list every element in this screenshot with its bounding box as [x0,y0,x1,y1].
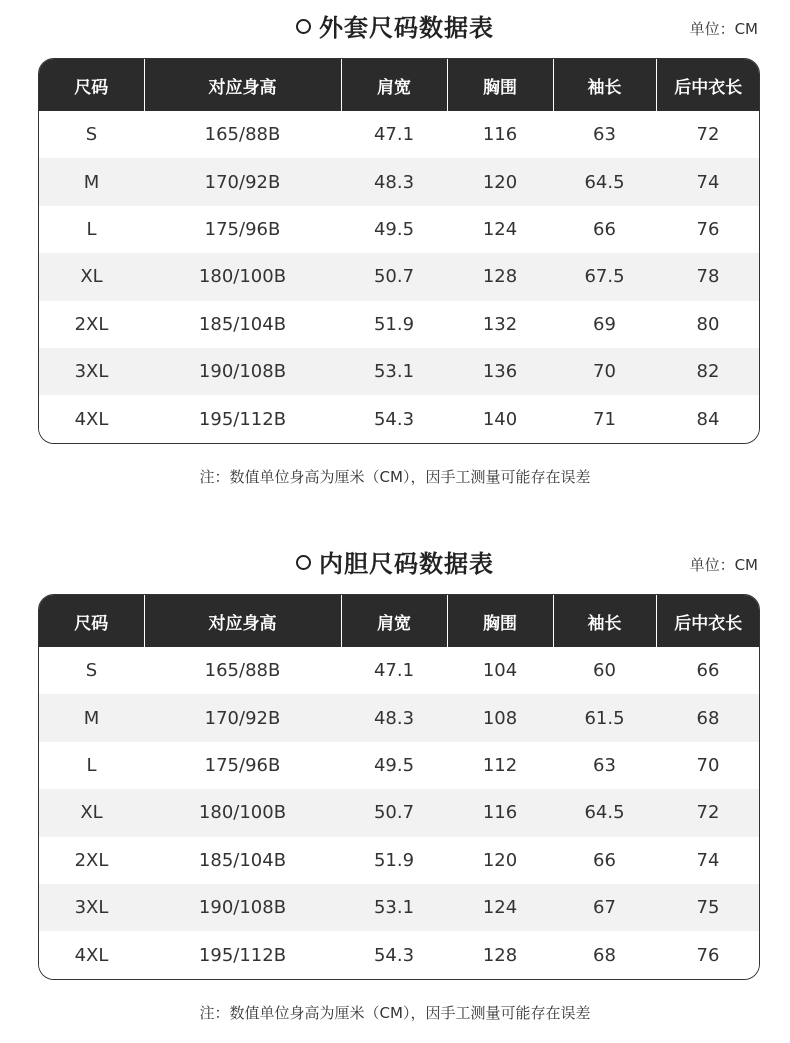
table-row [39,253,760,300]
cell-size: S [85,660,98,682]
cell-size: 3XL [74,361,109,383]
header-back-length: 后中衣长 [656,59,760,111]
cell-back-length: 82 [696,361,720,383]
table-row [39,348,760,395]
cell-height: 190/108B [198,897,287,919]
liner-size-section [0,536,790,1022]
cell-height: 170/92B [204,707,281,729]
cell-height: 175/96B [204,754,281,776]
table-header-row [39,595,760,647]
cell-size: 2XL [74,313,109,335]
cell-sleeve: 68 [593,944,616,966]
cell-chest: 120 [482,849,518,871]
cell-sleeve: 71 [593,408,616,430]
cell-back-length: 74 [696,171,720,193]
liner-title-text: 内胆尺码数据表 [319,550,494,578]
cell-shoulder: 49.5 [373,754,415,776]
cell-size: M [83,171,100,193]
cell-shoulder: 50.7 [373,802,415,824]
header-height: 对应身高 [144,59,341,111]
table-row [39,301,760,348]
cell-chest: 136 [482,361,518,383]
header-shoulder: 肩宽 [341,59,447,111]
table-row [39,158,760,205]
cell-height: 190/108B [198,361,287,383]
cell-chest: 116 [482,802,518,824]
cell-back-length: 68 [696,707,720,729]
cell-back-length: 80 [696,313,720,335]
jacket-title [0,8,790,43]
cell-shoulder: 53.1 [373,361,415,383]
table-row [39,742,760,789]
cell-shoulder: 47.1 [373,124,415,146]
cell-size: L [86,754,97,776]
cell-sleeve: 64.5 [584,802,625,824]
cell-chest: 104 [482,660,518,682]
table-row [39,395,760,442]
header-size: 尺码 [74,77,109,98]
cell-sleeve: 63 [593,124,616,146]
circle-bullet-icon [296,555,311,570]
table-row [39,931,760,978]
cell-sleeve: 67.5 [584,266,625,288]
cell-size: S [85,124,98,146]
table-row [39,884,760,931]
header-size: 尺码 [74,613,109,634]
cell-size: 4XL [74,944,109,966]
cell-height: 185/104B [198,849,287,871]
cell-back-length: 76 [696,944,720,966]
cell-back-length: 72 [696,802,720,824]
liner-title [0,544,790,579]
liner-title-row [0,536,790,586]
cell-shoulder: 51.9 [373,849,415,871]
cell-shoulder: 47.1 [373,660,415,682]
cell-shoulder: 48.3 [373,171,415,193]
cell-chest: 124 [482,897,518,919]
cell-chest: 140 [482,408,518,430]
cell-chest: 116 [482,124,518,146]
jacket-title-text: 外套尺码数据表 [319,14,494,42]
cell-back-length: 78 [696,266,720,288]
header-back-length: 后中衣长 [656,595,760,647]
cell-height: 185/104B [198,313,287,335]
cell-chest: 132 [482,313,518,335]
cell-chest: 120 [482,171,518,193]
cell-shoulder: 50.7 [373,266,415,288]
cell-back-length: 72 [696,124,720,146]
jacket-note: 注：数值单位身高为厘米（CM），因手工测量可能存在误差 [199,468,591,486]
cell-sleeve: 66 [593,218,616,240]
cell-chest: 128 [482,944,518,966]
cell-sleeve: 64.5 [584,171,625,193]
cell-shoulder: 49.5 [373,218,415,240]
cell-sleeve: 69 [593,313,616,335]
cell-height: 180/100B [198,802,287,824]
header-chest: 胸围 [447,59,553,111]
cell-back-length: 75 [696,897,720,919]
jacket-size-table [38,58,760,444]
liner-note: 注：数值单位身高为厘米（CM），因手工测量可能存在误差 [199,1004,591,1022]
cell-chest: 124 [482,218,518,240]
cell-height: 165/88B [204,660,281,682]
cell-sleeve: 60 [593,660,616,682]
header-height: 对应身高 [144,595,341,647]
cell-chest: 108 [482,707,518,729]
cell-size: XL [80,802,103,824]
cell-size: 2XL [74,849,109,871]
cell-back-length: 66 [696,660,720,682]
cell-shoulder: 54.3 [373,408,415,430]
cell-sleeve: 63 [593,754,616,776]
cell-size: L [86,218,97,240]
table-row [39,111,760,158]
cell-back-length: 76 [696,218,720,240]
cell-sleeve: 70 [593,361,616,383]
table-row [39,647,760,694]
cell-shoulder: 53.1 [373,897,415,919]
cell-height: 175/96B [204,218,281,240]
cell-chest: 112 [482,754,518,776]
cell-sleeve: 66 [593,849,616,871]
cell-height: 170/92B [204,171,281,193]
cell-sleeve: 61.5 [584,707,625,729]
table-header-row [39,59,760,111]
cell-shoulder: 54.3 [373,944,415,966]
cell-chest: 128 [482,266,518,288]
cell-back-length: 84 [696,408,720,430]
jacket-size-section [0,0,790,486]
liner-size-table [38,594,760,980]
cell-back-length: 70 [696,754,720,776]
header-sleeve: 袖长 [553,595,656,647]
cell-sleeve: 67 [593,897,616,919]
cell-shoulder: 51.9 [373,313,415,335]
cell-height: 165/88B [204,124,281,146]
table-row [39,789,760,836]
cell-size: 3XL [74,897,109,919]
cell-height: 195/112B [198,944,287,966]
header-sleeve: 袖长 [553,59,656,111]
jacket-title-row [0,0,790,50]
cell-shoulder: 48.3 [373,707,415,729]
jacket-unit-label: 单位：CM [689,20,758,38]
liner-unit-label: 单位：CM [689,556,758,574]
header-shoulder: 肩宽 [341,595,447,647]
table-row [39,694,760,741]
table-row [39,206,760,253]
cell-size: XL [80,266,103,288]
table-row [39,837,760,884]
cell-size: M [83,707,100,729]
cell-back-length: 74 [696,849,720,871]
cell-size: 4XL [74,408,109,430]
header-chest: 胸围 [447,595,553,647]
circle-bullet-icon [296,19,311,34]
cell-height: 195/112B [198,408,287,430]
cell-height: 180/100B [198,266,287,288]
